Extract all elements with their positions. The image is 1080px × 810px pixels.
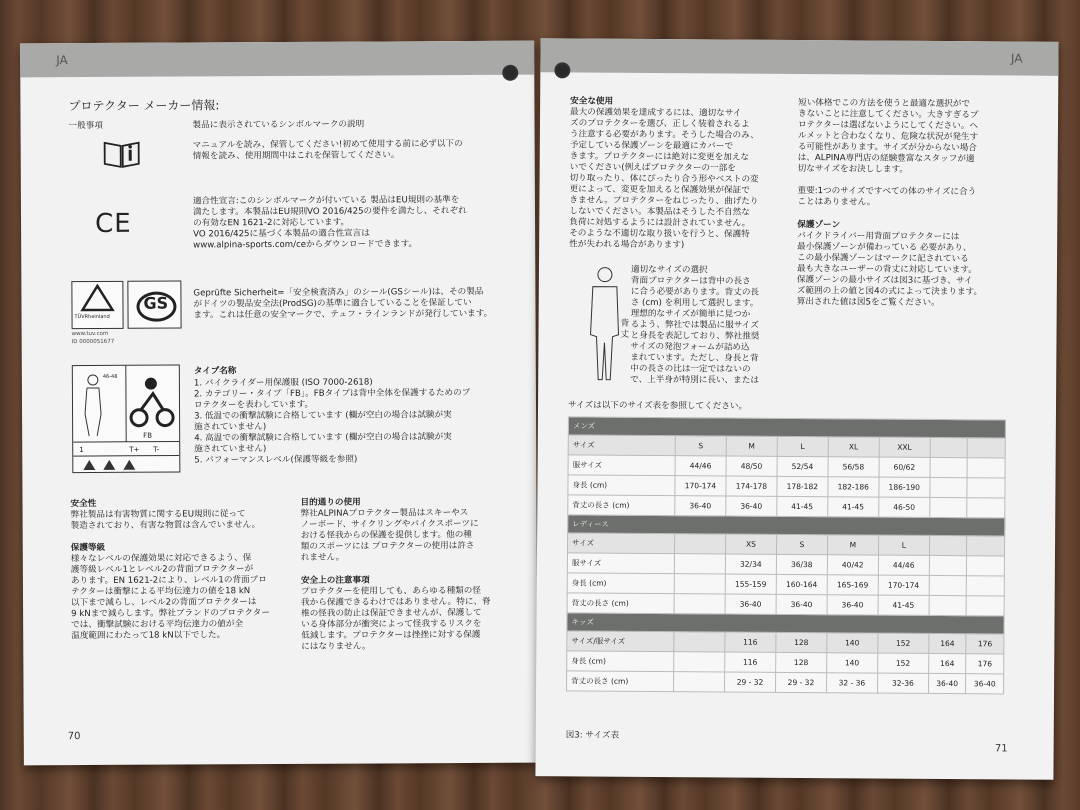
caution-heading: 安全上の注意事項: [300, 575, 370, 586]
table-cell: 165-169: [827, 575, 878, 595]
table-cell: 身長 (cm): [568, 475, 675, 496]
table-cell: 116: [725, 652, 776, 672]
table-cell: 178-182: [777, 476, 828, 496]
caution-text: プロテクターを使用しても、あらゆる種類の怪 我から保護できるわけではありません。特に、脊 椎の怪我の防止は保証できませんが、保護して いる身体部分が衝突によって怪我するリスクを 低減します。プロテクターは挫挫に対する保護 にはなりません。: [300, 585, 491, 652]
binding-ring-right: [554, 62, 570, 78]
table-intro: サイズは以下のサイズ表を参照してください。: [567, 400, 748, 412]
diagram-level: 1: [79, 446, 84, 455]
table-cell: 164: [929, 633, 967, 653]
table-cell: [674, 652, 725, 672]
important-note: 重要:1つのサイズですべての体のサイズに合う ことはありません。: [797, 185, 977, 208]
table-cell: S: [776, 534, 827, 554]
table-cell: 46-50: [879, 497, 930, 517]
manual-book-icon: [103, 139, 139, 167]
table-cell: [674, 672, 725, 692]
table-cell: 170-174: [878, 575, 929, 595]
type-items: 1. バイクライダー用保護服 (ISO 7000-2618) 2. カテゴリー・タイプ「FB」。FBタイプは背中全体を保護するためのプ ロテクターを表わしています。 3. 低温での衝撃試験に合格しています (欄が空白の場合は試験が実 施されていません) 4. 高温での衝撃試験に合格しています (欄が空白の場合は試験が実 施されていません) 5. パフォーマンスレベル(保護等級を参照): [193, 377, 471, 466]
table-cell: 32-36: [877, 673, 928, 693]
table-cell: [674, 574, 725, 594]
protection-heading: 保護等級: [70, 542, 106, 554]
table-cell: 服サイズ: [568, 455, 675, 476]
section-ladies: レディース: [568, 515, 1005, 536]
table-cell: 140: [827, 633, 878, 653]
table-cell: [674, 632, 725, 652]
table-cell: M: [726, 436, 777, 456]
table-cell: L: [777, 436, 828, 456]
diagram-fb-label: FB: [143, 431, 153, 440]
safe-use-text: 最大の保護効果を達成するには、適切なサイ ズのプロテクターを選び、正しく装着されるよ う注意する必要があります。そうした場合のみ、 予定している保護ゾーンを最適にカバーで きます。プロテクターには絶対に変更を加えな いでください(例えばプロテクターの一部を 切り取ったり、体にぴったり合う形やベストの変 更によって、変更を加えると保護効果が保証で きません。プロテクターをねじったり、曲げたり しないでください。本製品はそうした不自然な 負荷に対処するようには設計されていません。 そのような不適切な取り扱いを行うと、保護特 性が失われる場合があります): [569, 107, 759, 251]
table-cell: 155-159: [725, 574, 776, 594]
table-cell: 背丈の長さ (cm): [567, 593, 674, 614]
table-cell: [929, 555, 967, 575]
table-cell: 140: [827, 653, 878, 673]
table-cell: [967, 498, 1005, 518]
table-cell: XXL: [879, 437, 930, 457]
back-length-label: 背丈: [620, 318, 630, 340]
type-heading: タイプ名称: [193, 366, 237, 377]
table-cell: 164: [928, 653, 966, 673]
table-cell: S: [675, 436, 726, 456]
table-cell: 32 - 36: [826, 673, 877, 693]
table-cell: 41-45: [828, 497, 879, 517]
protector-type-diagram: [72, 365, 181, 474]
page-title: プロテクター メーカー情報:: [68, 98, 220, 114]
table-cell: [674, 594, 725, 614]
table-cell: [674, 534, 725, 554]
table-cell: [967, 556, 1005, 576]
left-lang-code: JA: [56, 53, 68, 68]
table-cell: 160-164: [776, 574, 827, 594]
diagram-size-range: 46-48: [102, 373, 118, 380]
left-page: [20, 41, 538, 766]
manual-text: マニュアルを読み、保管してください!初めて使用する前に必ず以下の 情報を読み、使用期間中はこれを保管してください。: [192, 139, 463, 162]
section-mens: メンズ: [568, 417, 1005, 438]
table-cell: [674, 554, 725, 574]
table-cell: 背丈の長さ (cm): [568, 495, 675, 516]
table-cell: [967, 536, 1005, 556]
table-cell: 44/46: [675, 456, 726, 476]
right-lang-code: JA: [1010, 51, 1023, 66]
table-cell: 60/62: [879, 457, 930, 477]
figure-caption: 図3: サイズ表: [565, 730, 620, 741]
section-kids: キッズ: [567, 613, 1004, 634]
tuv-id: ID 0000051677: [71, 338, 115, 346]
left-page-number: 70: [67, 731, 81, 743]
table-cell: 36-40: [675, 496, 726, 516]
tuv-rheinland-icon: [71, 281, 123, 329]
table-cell: 182-186: [828, 477, 879, 497]
zone-heading: 保護ゾーン: [797, 219, 841, 231]
symbol-heading: 製品に表示されているシンボルマークの説明: [192, 119, 365, 131]
diagram-t-plus: T+: [129, 445, 140, 454]
table-cell: L: [878, 535, 929, 555]
safety-heading: 安全性: [70, 498, 97, 510]
table-cell: [929, 575, 967, 595]
size-advice-text: 短い体格でこの方法を使うと最適な選択がで きないことに注意してください。大きすぎるプ ロテクターは選ばないようにしてください。ヘ ルメットと合わなくなり、危険な状況が発生す る可能性があります。サイズが分からない場合 は、ALPINA専門店の経験豊富なスタッフが適 切なサイズをお決しします。: [797, 98, 979, 175]
gs-text: Geprüfte Sicherheit=「安全検査済み」のシール(GSシール)は、その製品 がドイツの製品安全法(ProdSG)の基準に適合していることを保証してい ます。これは任意の安全マークで、テュフ・ラインランドが発行しています。: [193, 286, 493, 321]
table-cell: 41-45: [777, 496, 828, 516]
table-cell: 32/34: [725, 554, 776, 574]
purpose-heading: 目的通りの使用: [300, 497, 361, 508]
table-cell: 186-190: [879, 477, 930, 497]
purpose-text: 弊社ALPINAプロテクター製品はスキーやス ノーボード、サイクリングやバイクスポーツに おける怪我からの保護を提供します。他の種 類のスポーツには プロテクターの使用は許さ れません。: [300, 508, 479, 563]
table-cell: 170-174: [675, 476, 726, 496]
table-cell: 36/38: [776, 554, 827, 574]
table-cell: [967, 576, 1005, 596]
table-cell: 36-40: [725, 594, 776, 614]
table-cell: 116: [725, 632, 776, 652]
table-cell: [930, 457, 968, 477]
ce-declaration-text: 適合性宣言:このシンボルマークが付いている 製品はEU規則の基準を 満たします。本製品はEU規則VO 2016/425の要件を満たし、それぞれ の有効なEN 1621-2に対応しています。 VO 2016/425に基づく本製品の適合性宣言は www.alpina-sports.com/ceからダウンロードできます。: [192, 195, 467, 251]
size-table: [566, 416, 1006, 694]
table-cell: 29 - 32: [775, 672, 826, 692]
table-cell: サイズ/服サイズ: [567, 631, 674, 652]
table-cell: 40/42: [827, 555, 878, 575]
tuv-url: www.tuv.com: [71, 330, 109, 338]
ce-mark-icon: CE: [94, 208, 132, 239]
general-label: 一般事項: [68, 120, 103, 132]
table-cell: 56/58: [828, 457, 879, 477]
table-cell: 128: [776, 652, 827, 672]
protection-text: 様々なレベルの保護効果に対応できるよう、保 護等級レベル1とレベル2の背面プロテクターが あります。EN 1621-2により、レベル1の背面プロ テクターは衝撃による平均伝達力の値を18 kN 以下まで減らし、レベル2の背面プロテクターは 9 kNまで減らします。弊社ブランドのプロテクター では、衝撃試験における平均伝達力の値が全 温度範囲にわたって18 kN以下でした。: [70, 553, 271, 642]
table-cell: [930, 477, 968, 497]
table-cell: 服サイズ: [567, 553, 674, 574]
table-cell: [966, 596, 1004, 616]
table-cell: 48/50: [726, 456, 777, 476]
table-cell: 152: [877, 653, 928, 673]
table-cell: [929, 595, 967, 615]
left-header-band: [20, 41, 534, 78]
zone-text: バイクドライバー用背面プロテクターには 最小保護ゾーンが備わっている 必要があり、 この最小保護ゾーンはマークに記されている 最も大きなユーザーの背丈に対応しています。 保護ゾーンの最小サイズは図3に基づき、サイ ズ範囲の上の値と図4の式によって決まります。 算出された値は図5をご覧ください。: [796, 230, 983, 308]
table-cell: [967, 458, 1005, 478]
table-cell: 身長 (cm): [567, 651, 674, 672]
table-cell: 44/46: [878, 555, 929, 575]
size-select-heading: 適切なサイズの選択: [630, 264, 708, 276]
size-select-text: 背面プロテクターは背中の長さ に合う必要があります。背丈の長 さ (cm) を利用して選択します。 理想的なサイズが簡単に見つか るよう、弊社では製品に服サイズ と身長を表記しており、弊社推奨 サイズの発泡フォームが詰め込 まれています。ただし、身長と背 中の長さの比は一定ではないの で、上半身が特別に長い、または: [630, 275, 760, 386]
table-cell: 176: [966, 654, 1004, 674]
table-cell: 128: [776, 632, 827, 652]
table-cell: 29 - 32: [724, 672, 775, 692]
table-cell: 36-40: [966, 674, 1004, 694]
table-cell: XS: [725, 534, 776, 554]
gs-label: GS: [143, 293, 169, 313]
back-length-figure-icon: [584, 265, 625, 385]
table-cell: サイズ: [567, 533, 674, 554]
table-cell: 身長 (cm): [567, 573, 674, 594]
right-page: [535, 38, 1058, 780]
table-cell: 52/54: [777, 456, 828, 476]
binding-ring: [502, 65, 518, 81]
diagram-t-minus: T-: [153, 445, 160, 454]
table-cell: 36-40: [827, 595, 878, 615]
table-cell: 176: [966, 634, 1004, 654]
table-cell: [968, 438, 1006, 458]
table-cell: M: [827, 535, 878, 555]
table-cell: 背丈の長さ (cm): [567, 671, 674, 692]
safety-text: 弊社製品は有害物質に関するEU規則に従って 製造されており、有害な物質は含んでいません。: [70, 509, 261, 532]
table-cell: 36-40: [928, 673, 966, 693]
gs-seal-icon: [127, 281, 181, 329]
table-cell: 36-40: [726, 496, 777, 516]
table-cell: [929, 535, 967, 555]
table-cell: XL: [828, 437, 879, 457]
table-cell: 152: [878, 633, 929, 653]
safe-use-heading: 安全な使用: [570, 96, 614, 107]
table-cell: サイズ: [568, 435, 675, 456]
tuv-label: TÜVRheinland: [74, 313, 110, 321]
right-header-band: [540, 38, 1058, 76]
table-cell: [967, 478, 1005, 498]
rider-figure-icon: [73, 366, 180, 473]
right-page-number: 71: [994, 743, 1008, 755]
table-row: [567, 671, 1004, 694]
table-cell: [930, 497, 968, 517]
table-cell: [930, 437, 968, 457]
table-cell: 174-178: [726, 476, 777, 496]
table-cell: 36-40: [776, 594, 827, 614]
table-cell: 41-45: [878, 595, 929, 615]
